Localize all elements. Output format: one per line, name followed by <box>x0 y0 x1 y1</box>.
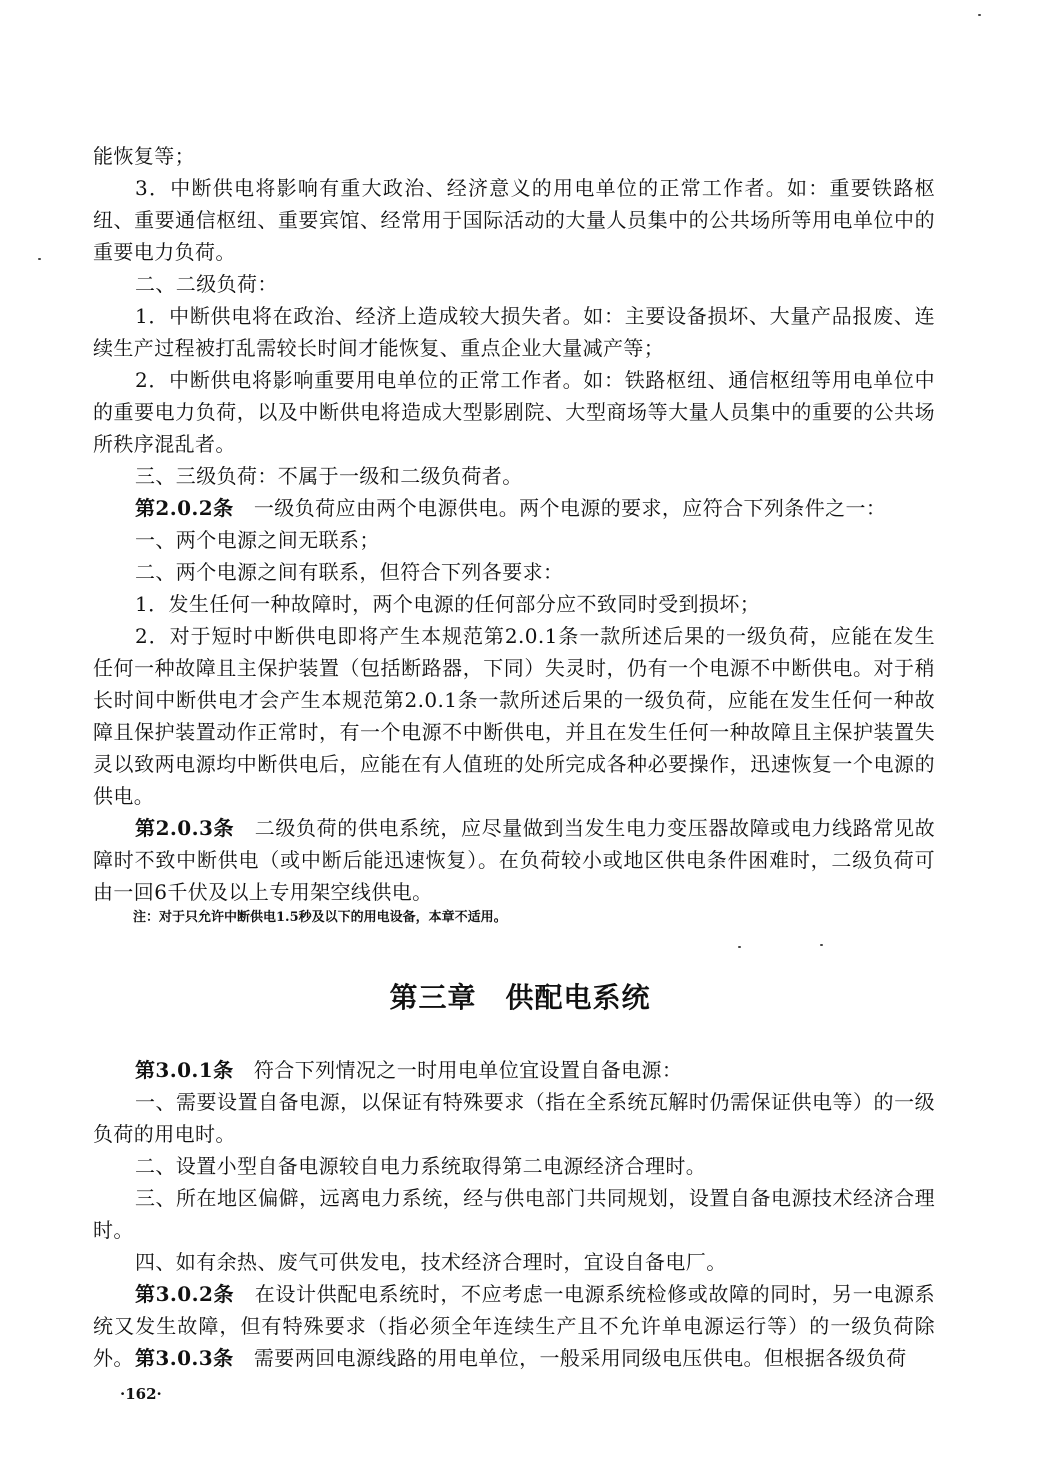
article-paragraph: 第2.0.2条 一级负荷应由两个电源供电。两个电源的要求，应符合下列条件之一： <box>135 496 887 520</box>
paragraph: 二、设置小型自备电源较自电力系统取得第二电源经济合理时。 <box>135 1154 707 1178</box>
paragraph: 三、所在地区偏僻，远离电力系统，经与供电部门共同规划，设置自备电源技术经济合理时。 <box>93 1186 935 1242</box>
article-paragraph: 第3.0.2条 在设计供配电系统时，不应考虑一电源系统检修或故障的同时，另一电源系统又发生故障，但有特殊要求（指必须全年连续生产且不允许单电源运行等）的一级负荷除外。 <box>93 1282 935 1370</box>
scan-speck <box>738 946 741 948</box>
paragraph: 1．中断供电将在政治、经济上造成较大损失者。如：主要设备损坏、大量产品报废、连续生产过程被打乱需较长时间才能恢复、重点企业大量减产等； <box>93 304 935 360</box>
paragraph: 三、三级负荷：不属于一级和二级负荷者。 <box>135 464 523 488</box>
article-label: 第3.0.2条 <box>135 1282 235 1306</box>
paragraph: 2．对于短时中断供电即将产生本规范第2.0.1条一款所述后果的一级负荷，应能在发生任何一种故障且主保护装置（包括断路器，下同）失灵时，仍有一个电源不中断供电。对于稍长时间中断供电才会产生本规范第2.0.1条一款所述后果的一级负荷，应能在发生任何一种故障且保护装置动作正常时，有一个电源不中断供电，并且在发生任何一种故障且主保护装置失灵以致两电源均中断供电后，应能在有人值班的处所完成各种必要操作，迅速恢复一个电源的供电。 <box>93 624 935 808</box>
paragraph: 2．中断供电将影响重要用电单位的正常工作者。如：铁路枢纽、通信枢纽等用电单位中的重要电力负荷，以及中断供电将造成大型影剧院、大型商场等大量人员集中的重要的公共场所秩序混乱者。 <box>93 368 935 456</box>
article-label: 第3.0.1条 <box>135 1058 234 1082</box>
scan-speck <box>820 944 823 946</box>
paragraph: 二、两个电源之间有联系，但符合下列各要求： <box>135 560 564 584</box>
article-label: 第2.0.3条 <box>135 816 235 840</box>
paragraph: 3．中断供电将影响有重大政治、经济意义的用电单位的正常工作者。如：重要铁路枢纽、重要通信枢纽、重要宾馆、经常用于国际活动的大量人员集中的公共场所等用电单位中的重要电力负荷。 <box>93 176 935 264</box>
paragraph: 二、二级负荷： <box>135 272 278 296</box>
article-paragraph: 第3.0.3条 需要两回电源线路的用电单位，一般采用同级电压供电。但根据各级负荷 <box>135 1346 907 1370</box>
article-label: 第3.0.3条 <box>135 1346 234 1370</box>
chapter-title: 第三章 供配电系统 <box>389 981 651 1014</box>
paragraph: 四、如有余热、废气可供发电，技术经济合理时，宜设自备电厂。 <box>135 1250 727 1274</box>
scan-speck <box>978 14 981 16</box>
footnote: 注：对于只允许中断供电1.5秒及以下的用电设备，本章不适用。 <box>133 910 507 925</box>
article-label: 第2.0.2条 <box>135 496 234 520</box>
paragraph: 1．发生任何一种故障时，两个电源的任何部分应不致同时受到损坏； <box>135 592 761 616</box>
scan-speck <box>38 258 41 260</box>
paragraph: 一、需要设置自备电源，以保证有特殊要求（指在全系统瓦解时仍需保证供电等）的一级负荷的用电时。 <box>93 1090 935 1146</box>
article-paragraph: 第2.0.3条 二级负荷的供电系统，应尽量做到当发生电力变压器故障或电力线路常见故障时不致中断供电（或中断后能迅速恢复）。在负荷较小或地区供电条件困难时，二级负荷可由一回6千伏及以上专用架空线供电。 <box>93 816 935 904</box>
paragraph: 能恢复等； <box>93 144 195 168</box>
paragraph: 一、两个电源之间无联系； <box>135 528 380 552</box>
page-number: ·162· <box>120 1385 162 1403</box>
article-paragraph: 第3.0.1条 符合下列情况之一时用电单位宜设置自备电源： <box>135 1058 683 1082</box>
